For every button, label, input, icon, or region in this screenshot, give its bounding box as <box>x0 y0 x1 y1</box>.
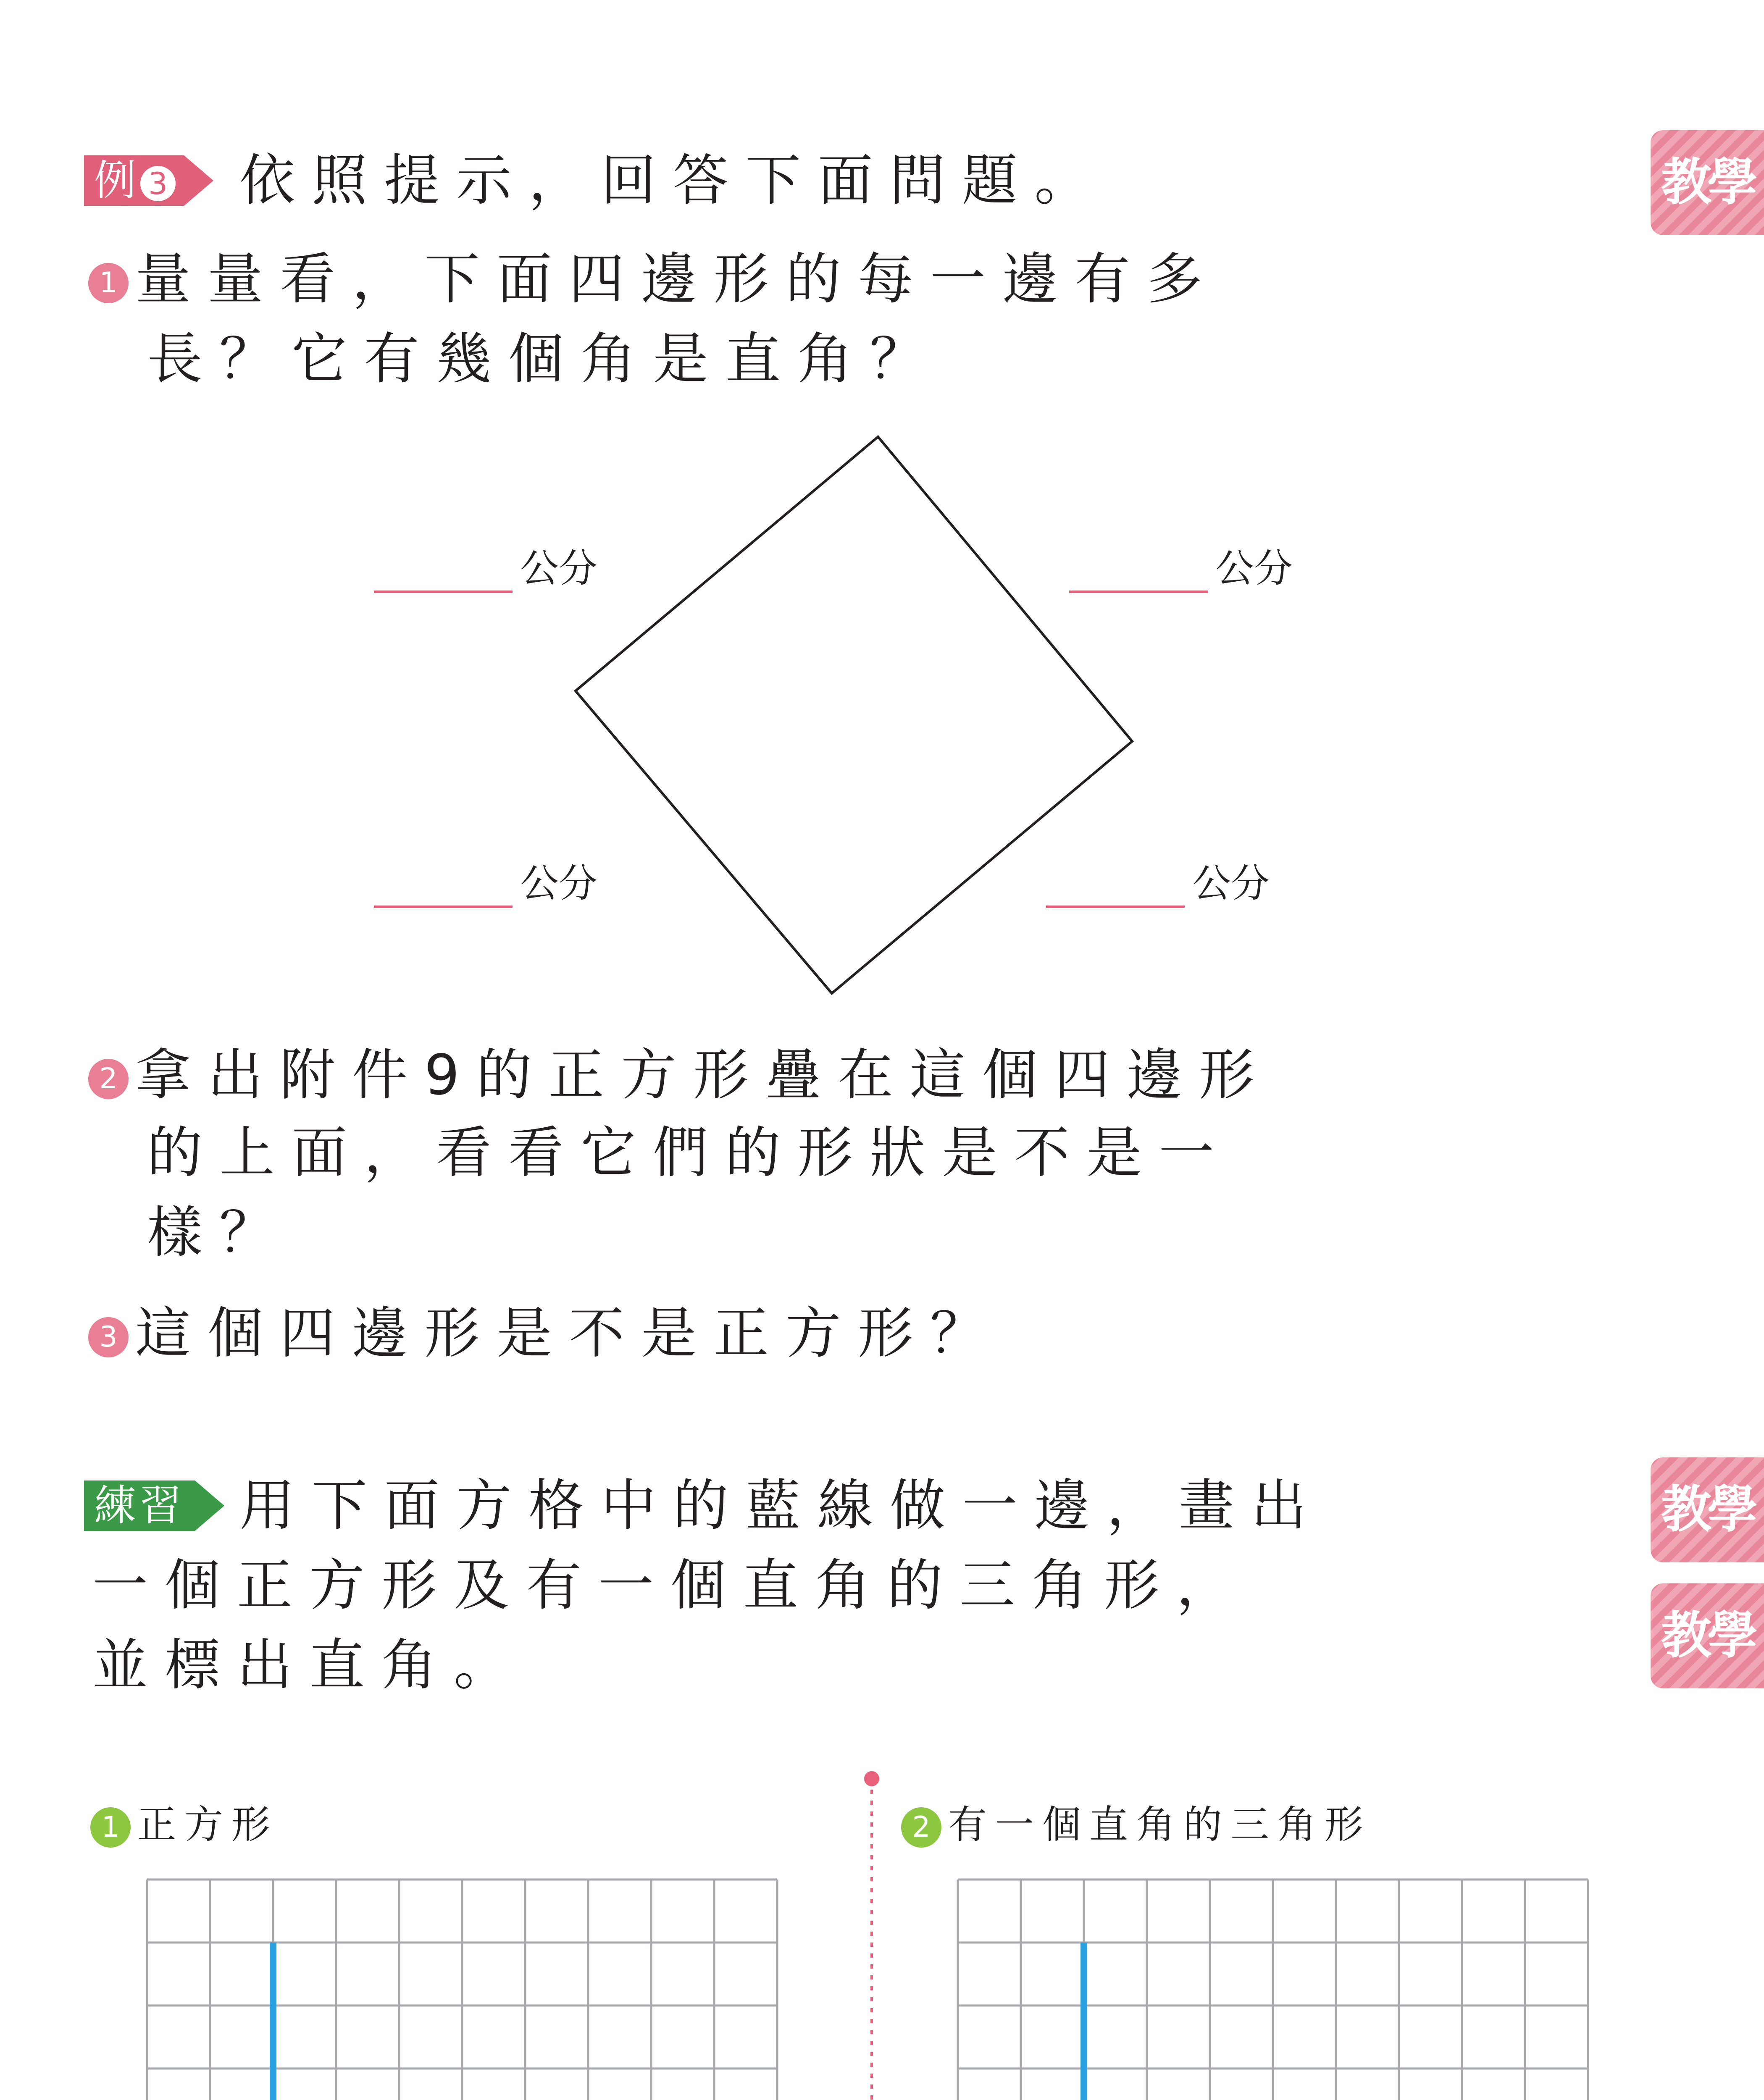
question-1-text-1: 量量看，下面四邊形的每一邊有多 <box>135 247 1219 312</box>
question-2-line-1 <box>88 1044 1271 1107</box>
unit-label: 公分 <box>1215 546 1293 591</box>
square-grid-1[interactable] <box>145 1877 779 2100</box>
question-1-line-2: 長？它有幾個角是直角？ <box>147 327 942 391</box>
grid-2-number: 2 <box>901 1807 941 1848</box>
answer-blank[interactable] <box>1069 565 1208 593</box>
unit-label: 公分 <box>520 546 598 591</box>
question-3-text-1: 這個四邊形是不是正方形？ <box>135 1301 1002 1366</box>
unit-label: 公分 <box>1192 861 1270 906</box>
practice-tag-arrow <box>195 1480 224 1531</box>
grid-2-label <box>901 1802 1372 1848</box>
question-1-line-1 <box>88 248 1219 311</box>
answer-blank[interactable] <box>374 565 513 593</box>
grid-1-lines <box>147 1880 777 2100</box>
side-length-blank-top-left[interactable] <box>374 538 597 593</box>
unit-label: 公分 <box>520 861 598 906</box>
practice-instruction-line-2: 一個正方形及有一個直角的三角形， <box>92 1553 1249 1618</box>
question-2-text-1: 拿出附件9的正方形疊在這個四邊形 <box>135 1043 1271 1108</box>
grid-2-title: 有一個直角的三角形 <box>948 1802 1372 1847</box>
practice-tag <box>84 1480 195 1531</box>
quadrilateral-figure <box>546 420 1155 1008</box>
side-length-blank-bottom-right[interactable] <box>1046 853 1270 908</box>
side-tab-teach-practice-1[interactable]: 教學 <box>1651 1457 1764 1562</box>
practice-instruction-line-1: 用下面方格中的藍線做一邊，畫出 <box>239 1473 1323 1538</box>
quadrilateral-shape <box>576 437 1132 993</box>
question-2-line-2: 的上面，看看它們的形狀是不是一 <box>147 1121 1231 1185</box>
answer-blank[interactable] <box>1046 880 1185 908</box>
question-2-number: 2 <box>88 1059 129 1099</box>
question-3-number: 3 <box>88 1317 129 1357</box>
side-length-blank-top-right[interactable] <box>1069 538 1293 593</box>
example-tag-arrow <box>184 155 213 206</box>
example-tag-label: 例 <box>94 156 136 205</box>
example-tag-number: 3 <box>140 166 176 201</box>
dotted-divider <box>861 1768 882 2100</box>
question-3-line-1 <box>88 1302 1002 1365</box>
grid-1-number: 1 <box>90 1807 131 1848</box>
example-tag <box>84 155 184 206</box>
question-2-line-3: 樣？ <box>147 1200 292 1265</box>
side-tab-teach[interactable]: 教學 <box>1651 130 1764 235</box>
side-length-blank-bottom-left[interactable] <box>374 853 597 908</box>
example-instruction: 依照提示，回答下面問題。 <box>239 148 1107 213</box>
grid-1-title: 正方形 <box>137 1802 279 1847</box>
question-1-number: 1 <box>88 263 129 303</box>
triangle-grid-2[interactable] <box>956 1877 1590 2100</box>
answer-blank[interactable] <box>374 880 513 908</box>
practice-instruction-line-3: 並標出直角。 <box>92 1633 526 1698</box>
side-tab-teach-practice-2[interactable]: 教學 <box>1651 1583 1764 1688</box>
grid-1-label <box>90 1802 279 1848</box>
grid-2-lines <box>958 1880 1588 2100</box>
practice-tag-label: 練習 <box>94 1481 185 1530</box>
